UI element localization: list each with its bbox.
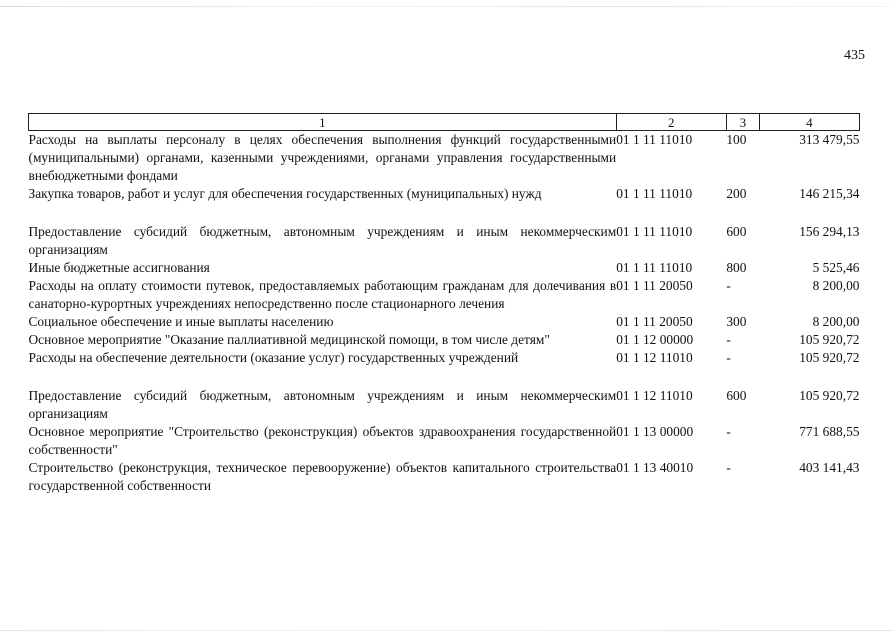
row-code: 01 1 11 20050 [616,314,693,329]
row-description: Основное мероприятие "Строительство (реконструкция) объектов здравоохранения государственной собственности" [28,424,617,457]
row-amount: 313 479,55 [799,132,860,147]
table-row [29,459,860,495]
row-code: 01 1 11 20050 [616,278,693,293]
row-expense-type: - [726,350,731,365]
row-code: 01 1 12 11010 [616,350,693,365]
row-description: Расходы на выплаты персоналу в целях обеспечения выполнения функций государственными (муниципальными) органами, казенными учреждениями, органами управления государственными внебюджетными фондами [28,132,617,183]
row-description: Предоставление субсидий бюджетным, автономным учреждениям и иным некоммерческим организациям [28,224,617,257]
table-row [29,423,860,459]
row-amount: 105 920,72 [799,388,860,403]
row-expense-type: - [726,278,731,293]
row-amount: 403 141,43 [799,460,860,475]
header-col-1: 1 [29,114,617,131]
row-expense-type: - [726,332,731,347]
row-code: 01 1 12 00000 [616,332,694,347]
table-body [29,131,860,496]
table-row [29,131,860,186]
row-description: Иные бюджетные ассигнования [28,260,210,275]
scan-edge-top [0,6,893,7]
row-expense-type: 600 [726,224,747,239]
scan-edge-bottom [0,630,893,631]
row-description: Расходы на оплату стоимости путевок, предоставляемых работающим гражданам для долечивания в санаторно-курортных учреждениях непосредственно после стационарного лечения [28,278,617,311]
row-description: Предоставление субсидий бюджетным, автономным учреждениям и иным некоммерческим организациям [28,388,617,421]
row-expense-type: - [726,460,731,475]
row-amount: 8 200,00 [812,278,860,293]
table-row [29,277,860,313]
table-header [29,114,860,131]
row-expense-type: 200 [726,186,747,201]
row-code: 01 1 11 11010 [616,260,693,275]
row-code: 01 1 11 11010 [616,224,693,239]
header-col-3: 3 [726,114,759,131]
header-col-2: 2 [616,114,726,131]
row-expense-type: 800 [726,260,747,275]
row-description: Социальное обеспечение и иные выплаты населению [28,314,334,329]
row-amount: 771 688,55 [799,424,860,439]
row-description: Строительство (реконструкция, техническое перевооружение) объектов капитального строительства государственной собственности [28,460,617,493]
row-code: 01 1 11 11010 [616,186,693,201]
table-row [29,185,860,223]
row-amount: 5 525,46 [812,260,860,275]
row-description: Закупка товаров, работ и услуг для обеспечения государственных (муниципальных) нужд [28,186,542,201]
row-amount: 8 200,00 [812,314,860,329]
row-amount: 146 215,34 [799,186,860,201]
table-row [29,259,860,277]
row-description: Основное мероприятие "Оказание паллиативной медицинской помощи, в том числе детям" [28,332,550,347]
header-row [29,114,860,131]
row-code: 01 1 12 11010 [616,388,693,403]
table-row [29,313,860,331]
row-amount: 105 920,72 [799,332,860,347]
row-amount: 105 920,72 [799,350,860,365]
row-code: 01 1 11 11010 [616,132,693,147]
row-expense-type: 300 [726,314,747,329]
table-row [29,331,860,349]
row-code: 01 1 13 00000 [616,424,694,439]
table-row [29,387,860,423]
row-description: Расходы на обеспечение деятельности (оказание услуг) государственных учреждений [28,350,519,365]
row-expense-type: - [726,424,731,439]
header-col-4: 4 [759,114,859,131]
row-amount: 156 294,13 [799,224,860,239]
page-number: 435 [844,48,865,63]
budget-table [28,113,860,495]
table-row [29,349,860,387]
row-code: 01 1 13 40010 [616,460,694,475]
table-row [29,223,860,259]
row-expense-type: 100 [726,132,747,147]
row-expense-type: 600 [726,388,747,403]
